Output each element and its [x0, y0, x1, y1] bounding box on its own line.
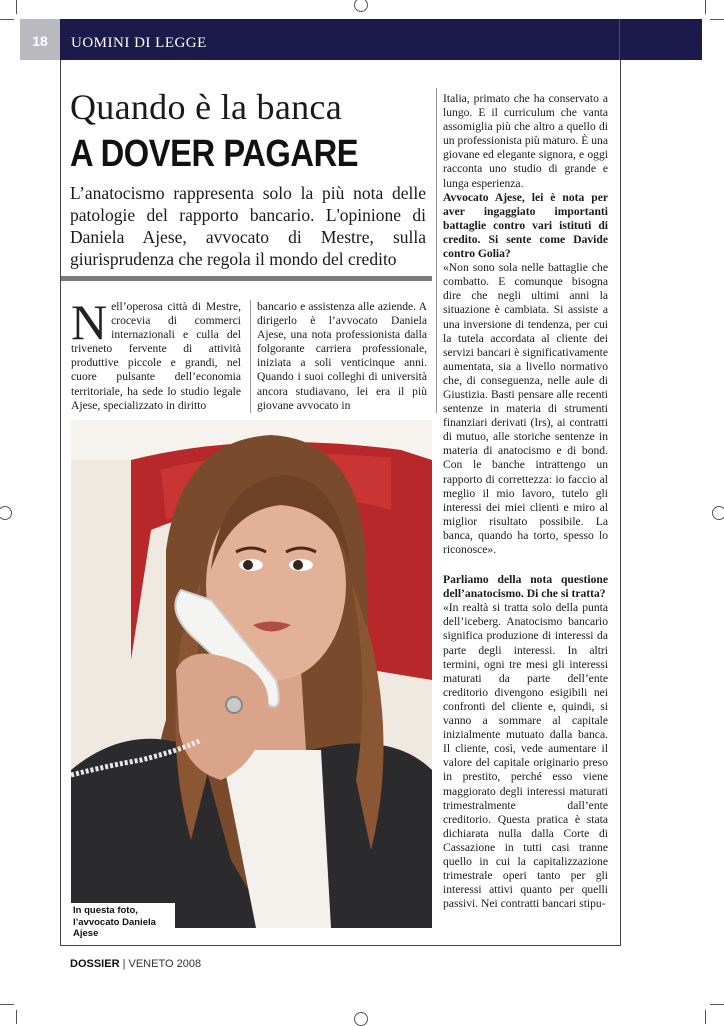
- column-separator: [436, 88, 437, 413]
- subheading: L’anatocismo rappresenta solo la più nota delle patologie del rapporto bancario. L'opinione di Daniela Ajese, avvocato di Mestre, sulla giurisprudenza che regola il mondo del credito: [70, 183, 426, 269]
- footer-separator: |: [119, 958, 129, 970]
- drop-cap: N: [71, 294, 108, 350]
- footer-brand: DOSSIER: [70, 958, 120, 970]
- column-separator: [250, 300, 251, 413]
- article-column-2: bancario e assistenza alle aziende. A dirigerlo è l’avvocato Daniela Ajese, una nota professionista dalla folgorante carriera professionale, iniziata a soli venticinque anni. Quando i suoi colleghi di università ancora studiavano, lei era il più giovane avvocato in: [257, 300, 427, 412]
- photo-caption: [71, 903, 175, 939]
- interview-answer-2: «In realtà si tratta solo della punta dell’iceberg. Anatocismo bancario significa produzione di interessi da parte degli interessi. In altri termini, ogni tre mesi gli interessi maturati da parte dell’ente creditorio divengono esigibili nei confronti del cliente e, quindi, si vanno a sommare al capitale inizialmente mutuato dalla banca. Il cliente, così, vede aumentare il valore del capitale originario preso in prestito, perché esso viene maggiorato degli interessi maturati trimestralmente dall’ente creditorio. Questa pratica è stata dichiarata nulla dalla Corte di Cassazione in tutti casi tranne quello in cui la capitalizzazione trimestrale operi tanto per gli interessi attivi quanto per quelli passivi. Nei contratti bancari stipu-: [443, 601, 608, 911]
- page-number: 18: [32, 33, 48, 49]
- header-divider: [619, 19, 620, 60]
- article-column-3: [443, 92, 608, 911]
- crop-mark: [705, 0, 706, 14]
- interview-answer-1: «Non sono sola nelle battaglie che combatto. E comunque bisogna dire che negli ultimi anni la situazione è cambiata. Si assiste a una inversione di tendenza, per cui la tutela accordata al cliente dei servizi bancari è significativamente aumentata, sia a livello normativo che, di conseguenza, nelle aule di Giustizia. Basti pensare alle recenti sentenze in materia di strumenti finanziari derivati (Irs), ai contratti di mutuo, alle storiche sentenze in materia di anatocismo e di bond. Con le banche intrattengo un rapporto di correttezza: io faccio al meglio il mio lavoro, tutelo gli interessi dei miei clienti e miro al miglior risultato possibile. La banca, quando ha torto, spesso lo riconosce».: [443, 261, 608, 556]
- crop-mark: [0, 1004, 14, 1005]
- section-label: UOMINI DI LEGGE: [71, 35, 207, 51]
- registration-mark-icon: [354, 0, 368, 12]
- interview-question-1: Avvocato Ajese, lei è nota per aver ingaggiato importanti battaglie contro vari istituti di credito. Si sente come Davide contro Golia?: [443, 190, 608, 261]
- crop-mark: [705, 1010, 706, 1024]
- portrait-illustration: [71, 420, 432, 928]
- column-3-intro: Italia, primato che ha conservato a lungo. E il curriculum che vanta assomiglia più che altro a quello di un professionista più maturo. È una giovane ed elegante signora, e oggi racconta uno studio di grande e lunga esperienza.: [443, 92, 608, 190]
- registration-mark-icon: [0, 506, 12, 520]
- crop-mark: [710, 19, 724, 20]
- crop-mark: [16, 1010, 17, 1024]
- headline-rule: [61, 276, 432, 281]
- caption-line-2: l’avvocato Daniela Ajese: [73, 916, 156, 939]
- column-1-text: ell’operosa città di Mestre, crocevia di commerci internazionali e culla del triveneto fervente di attività produttive piccole e grandi, nel cuore pulsante dell’economia territoriale, ha sede lo studio legale Ajese, specializzato in diritto: [71, 300, 241, 412]
- crop-mark: [16, 0, 17, 14]
- footer: [70, 958, 201, 970]
- crop-mark: [0, 19, 14, 20]
- registration-mark-icon: [712, 506, 724, 520]
- caption-line-1: In questa foto,: [73, 905, 138, 916]
- headline-line-1: Quando è la banca: [70, 87, 342, 127]
- headline-line-2: A DOVER PAGARE: [70, 133, 359, 175]
- footer-edition: VENETO 2008: [128, 958, 202, 970]
- portrait-photo: [71, 420, 432, 928]
- interview-question-2: Parliamo della nota questione dell’anatocismo. Di che si tratta?: [443, 573, 608, 601]
- crop-mark: [710, 1004, 724, 1005]
- article-column-1: [71, 294, 241, 413]
